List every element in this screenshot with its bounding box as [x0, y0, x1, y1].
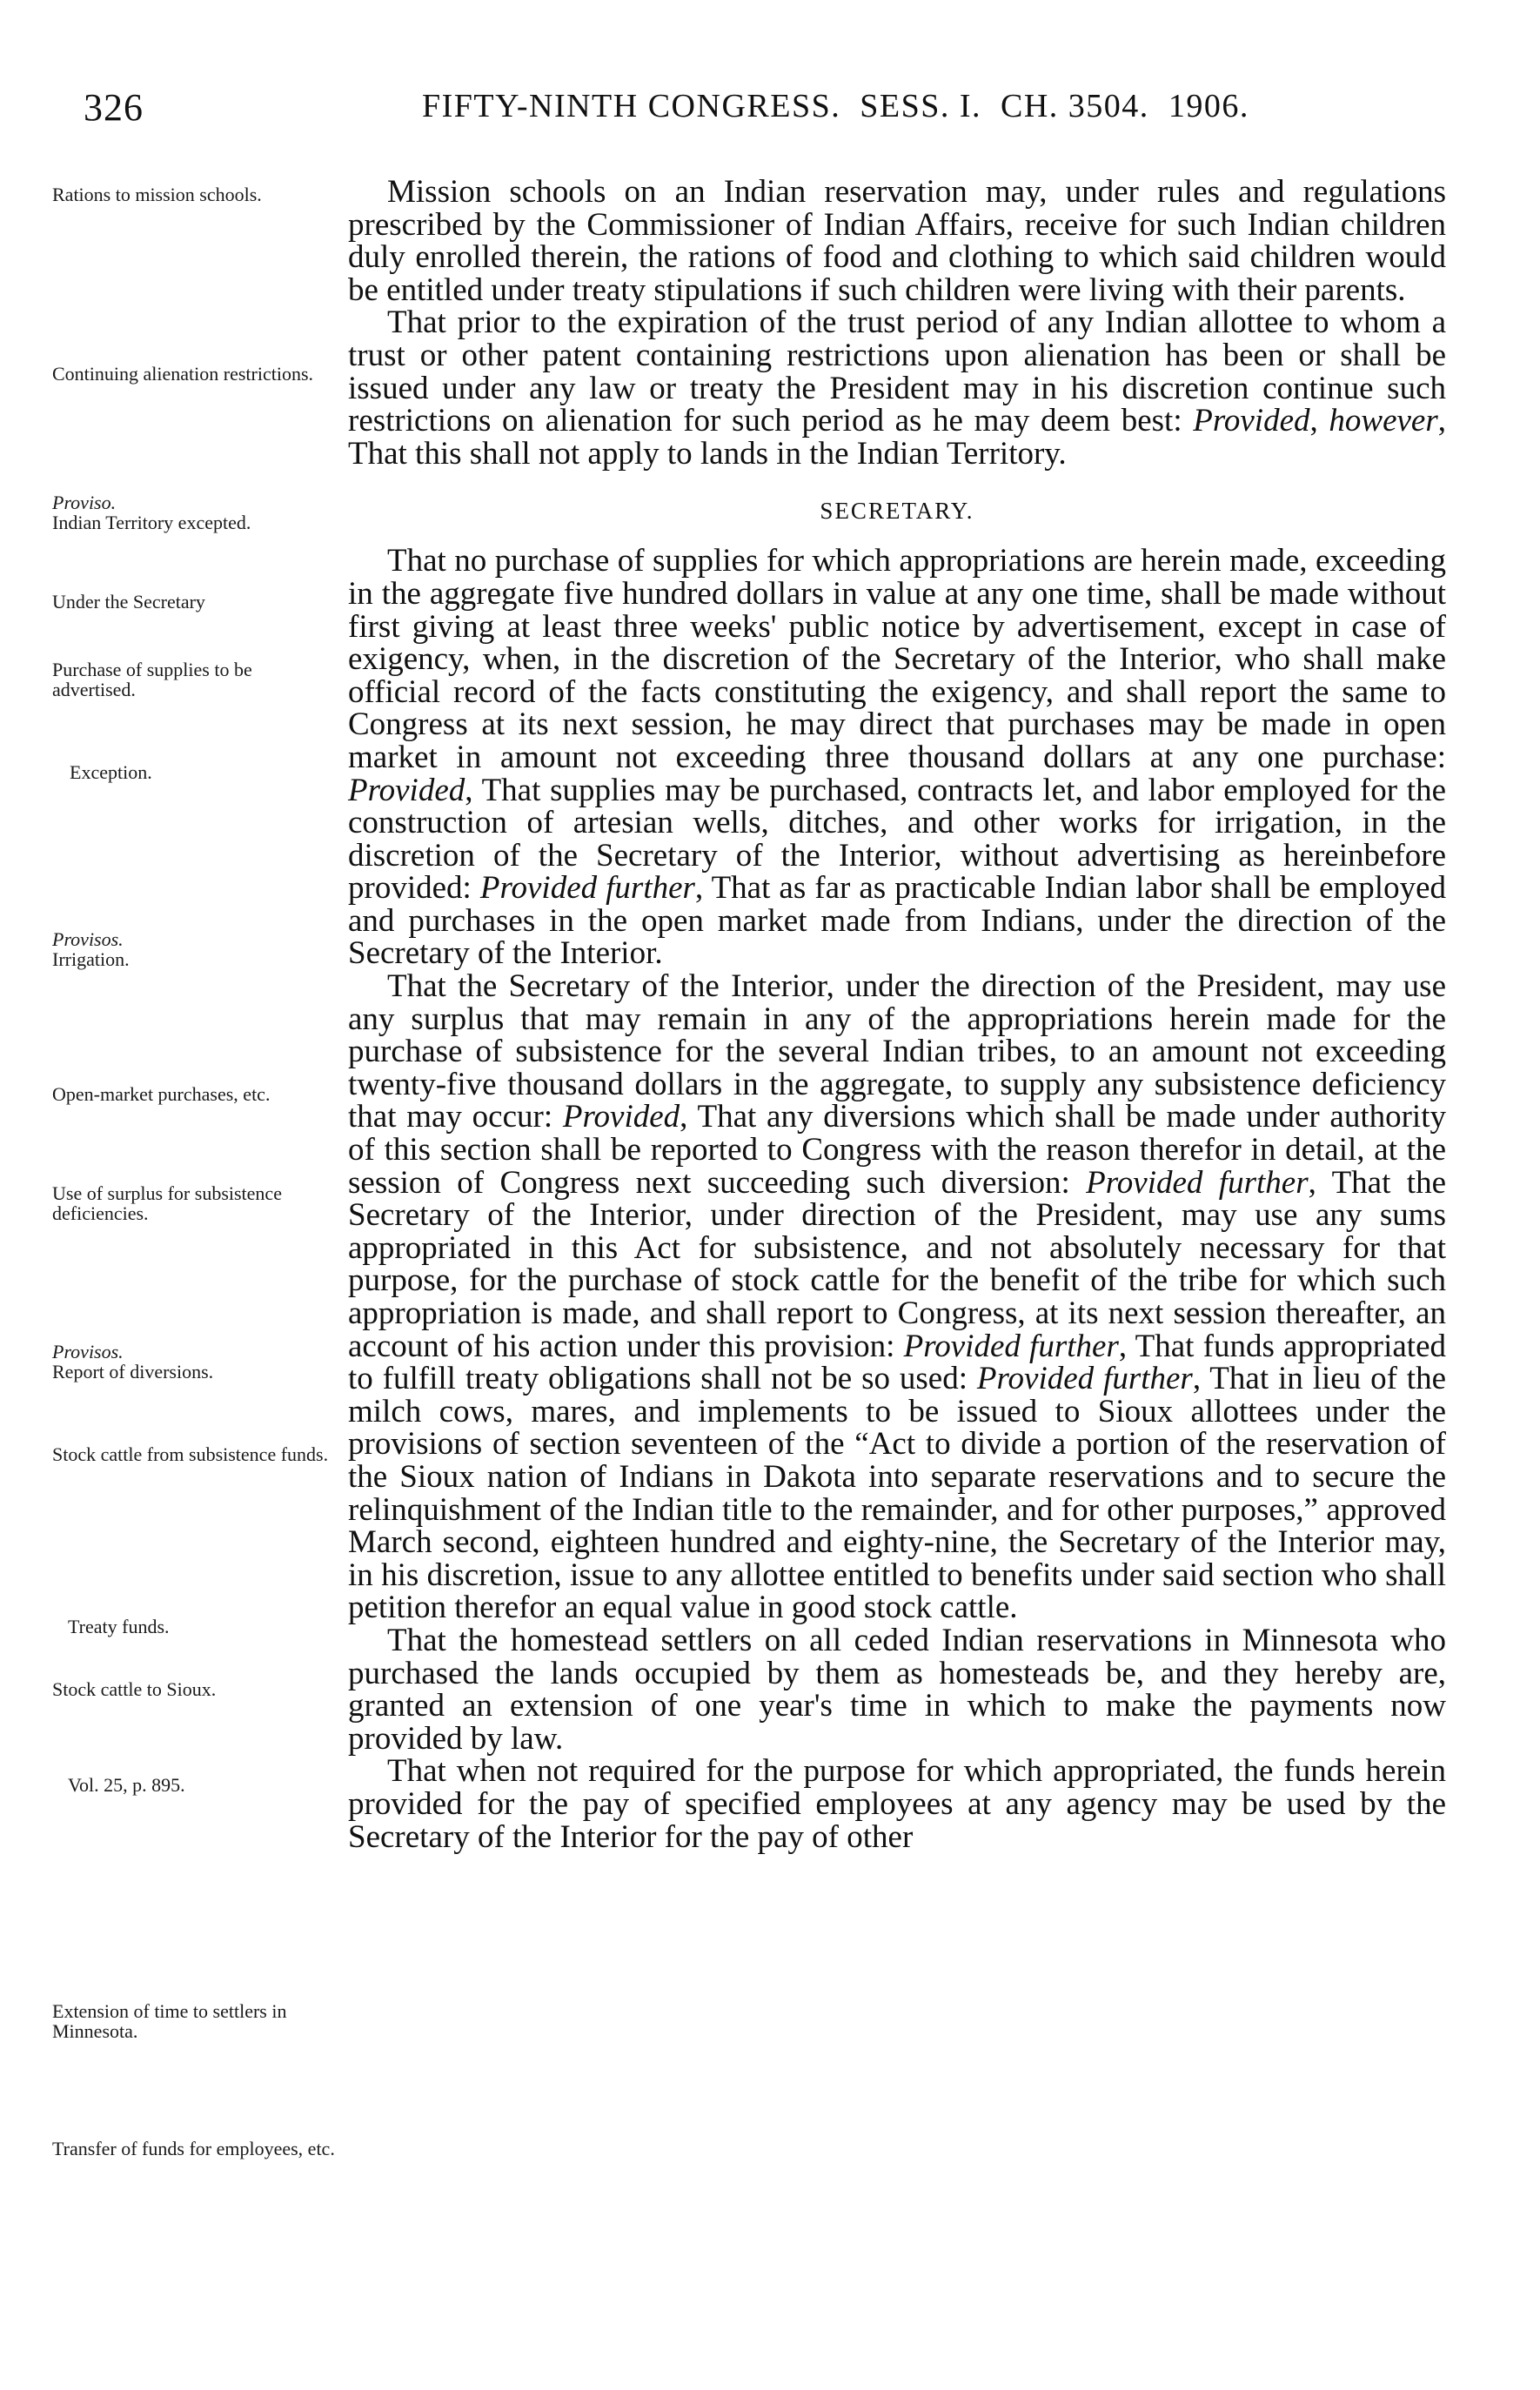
margin-note-text: Under the Secretary	[52, 591, 205, 613]
margin-note	[68, 1617, 355, 1637]
margin-note-text: Treaty funds.	[68, 1616, 170, 1637]
margin-note-text: Stock cattle from subsistence funds.	[52, 1443, 329, 1465]
section-heading: SECRETARY.	[820, 498, 974, 525]
margin-note-text: Indian Territory excepted.	[52, 512, 251, 533]
paragraph-homestead-extension: That the homestead settlers on all ceded Indian reservations in Minnesota who purchased the lands occupied by them as homesteads be, and they hereby are, granted an extension of one year's time in which to make the payments now provided by law.	[348, 1622, 1446, 1757]
margin-note	[52, 592, 339, 612]
margin-note	[52, 1679, 339, 1699]
session-rest: ESS. I.	[879, 88, 981, 124]
margin-note-text: Extension of time to settlers in Minnesota.	[52, 2000, 287, 2042]
margin-note-text: Exception.	[70, 761, 152, 783]
margin-note-label: Provisos.	[52, 928, 124, 950]
margin-note	[52, 184, 339, 204]
congress-name: FIFTY-NINTH CONGRESS.	[422, 88, 841, 124]
margin-note-text: Rations to mission schools.	[52, 184, 262, 205]
margin-note	[52, 929, 339, 969]
session-prefix: S	[860, 88, 880, 124]
margin-note-text: Irrigation.	[52, 948, 130, 970]
margin-note	[52, 492, 339, 532]
running-head-title	[422, 87, 1249, 125]
paragraph-alienation-restrictions: That prior to the expiration of the trust period of any Indian allottee to whom a trust or other patent containing restrictions upon alienation has been or shall be issued under any law or treaty the President may in his discretion continue such restrictions on alienation for such period as he may deem best: Provided, however, That this shall not apply to lands in the Indian Territory.	[348, 305, 1446, 472]
page-number: 326	[84, 86, 144, 129]
margin-note-text: Stock cattle to Sioux.	[52, 1678, 217, 1700]
margin-note	[52, 2139, 339, 2159]
margin-note-text: Continuing alienation restrictions.	[52, 363, 314, 385]
margin-note	[68, 1775, 355, 1795]
paragraph-purchase-supplies: That no purchase of supplies for which appropriations are herein made, exceeding in the aggregate five hundred dollars in value at any one time, shall be made without first giving at least three weeks' public notice by advertisement, except in case of exigency, when, in the discretion of the Secretary of the Interior, who shall make official record of the facts constituting the exigency, and shall report the same to Congress at its next session, he may direct that purchases may be made in open market in amount not exceeding three thousand dollars at any one purchase: Provided, That supplies may be purchased, contracts let, and labor employed for the construction of artesian wells, ditches, and other works for irrigation, in the discretion of the Secretary of the Interior, without advertising as hereinbefore provided: Provided further, That as far as practicable Indian labor shall be employed and purchases in the open market made from Indians, under the direction of the Secretary of the Interior.	[348, 543, 1446, 972]
margin-note	[52, 1084, 339, 1104]
chapter-rest: H. 3504.	[1023, 88, 1149, 124]
margin-note-text: Report of diversions.	[52, 1361, 214, 1382]
margin-note-text: Vol. 25, p. 895.	[68, 1774, 185, 1796]
year: 1906.	[1168, 88, 1249, 124]
margin-note	[52, 2001, 339, 2041]
margin-note	[52, 1444, 339, 1464]
margin-note	[52, 1183, 339, 1223]
margin-note-label: Provisos.	[52, 1341, 124, 1362]
margin-note-text: Use of surplus for subsistence deficiencies.	[52, 1182, 282, 1224]
paragraph-subsistence-surplus: That the Secretary of the Interior, under the direction of the President, may use any surplus that may remain in any of the appropriations herein made for the purchase of subsistence for the several Indian tribes, to an amount not exceeding twenty-five thousand dollars in the aggregate, to supply any subsistence deficiency that may occur: Provided, That any diversions which shall be made under authority of this section shall be reported to Congress with the reason therefor in detail, at the session of Congress next succeeding such diversion: Provided further, That the Secretary of the Interior, under direction of the President, may use any sums appropriated in this Act for subsistence, and not absolutely necessary for that purpose, for the purchase of stock cattle for the benefit of the tribe for which such appropriation is made, and shall report to Congress, at its next session thereafter, an account of his action under this provision: Provided further, That funds appropriated to fulfill treaty obligations shall not be so used: Provided further, That in lieu of the milch cows, mares, and implements to be issued to Sioux allottees under the provisions of section seventeen of the “Act to divide a portion of the reservation of the Sioux nation of Indians in Dakota into separate reservations and to secure the relinquishment of the Indian title to the remainder, and for other purposes,” approved March second, eighteen hundred and eighty-nine, the Secretary of the Interior may, in his discretion, issue to any allottee entitled to benefits under said section who shall petition therefor an equal value in good stock cattle.	[348, 968, 1447, 1626]
margin-note-text: Open-market purchases, etc.	[52, 1083, 271, 1105]
main-text	[348, 176, 1446, 1853]
margin-note	[70, 762, 357, 782]
margin-note	[52, 364, 339, 384]
paragraph-transfer-funds: That when not required for the purpose for which appropriated, the funds herein provided for the pay of specified employees at any agency may be used by the Secretary of the Interior for the pay of other	[348, 1753, 1446, 1855]
margin-note	[52, 659, 339, 700]
chapter-prefix: C	[1001, 88, 1024, 124]
margin-note-text: Purchase of supplies to be advertised.	[52, 659, 252, 700]
margin-note	[52, 1342, 339, 1382]
paragraph-mission-schools: Mission schools on an Indian reservation may, under rules and regulations prescribed by the Commissioner of Indian Affairs, receive for such Indian children duly enrolled therein, the rations of food and clothing to which said children would be entitled under treaty stipulations if such children were living with their parents.	[348, 174, 1446, 308]
running-header	[0, 85, 1540, 129]
margin-note-label: Proviso.	[52, 492, 117, 513]
margin-note-text: Transfer of funds for employees, etc.	[52, 2138, 335, 2159]
